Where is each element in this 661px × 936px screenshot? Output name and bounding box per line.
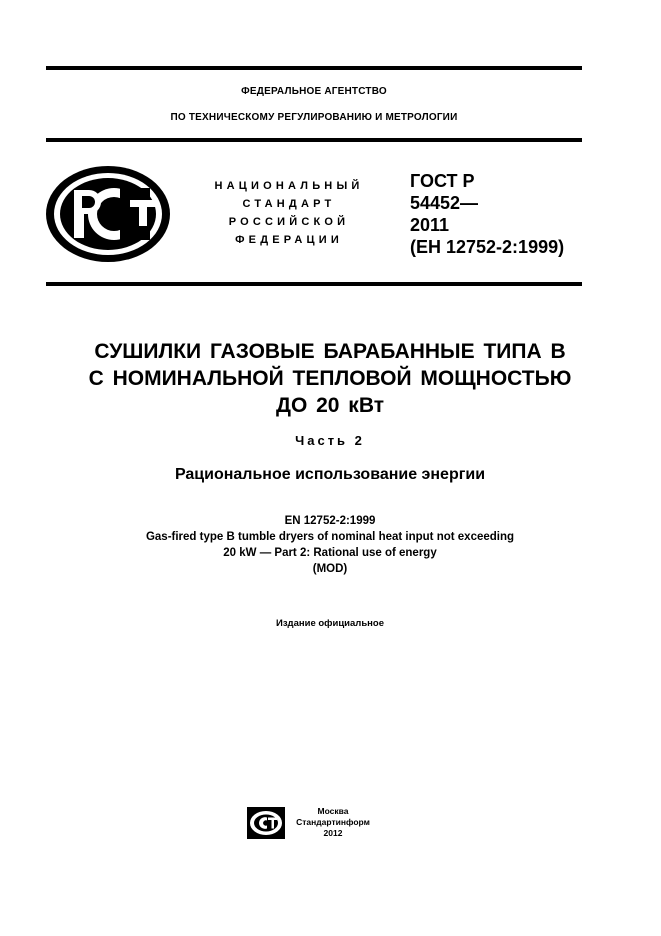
standard-label-line-2: СТАНДАРТ [242, 198, 336, 210]
title-line-2: С НОМИНАЛЬНОЙ ТЕПЛОВОЙ МОЩНОСТЬЮ [88, 367, 572, 390]
agency-line-2: ПО ТЕХНИЧЕСКОМУ РЕГУЛИРОВАНИЮ И МЕТРОЛОГИИ [170, 112, 458, 123]
designation-line-3: 2011 [410, 215, 450, 235]
subtitle: Рациональное использование энергии [174, 466, 486, 483]
publisher-year: 2012 [323, 828, 343, 838]
edition-label: Издание официальное [276, 618, 384, 629]
header-rule [46, 138, 582, 142]
standartinform-logo-icon [246, 806, 286, 840]
designation-line-2: 54452— [410, 193, 479, 213]
en-line-3: 20 kW — Part 2: Rational use of energy [223, 547, 437, 559]
top-rule [46, 66, 582, 70]
en-line-2: Gas-fired type B tumble dryers of nominal heat input not exceeding [145, 531, 515, 543]
designation-line-4: (ЕН 12752-2:1999) [410, 237, 565, 257]
publisher-city: Москва [317, 806, 349, 816]
publisher-name: Стандартинформ [296, 817, 370, 827]
standard-label-line-1: НАЦИОНАЛЬНЫЙ [214, 180, 364, 192]
standard-label-line-4: ФЕДЕРАЦИИ [235, 234, 343, 246]
title-line-3: ДО 20 кВт [275, 394, 384, 417]
part-number: Часть 2 [295, 433, 365, 448]
designation-rule [46, 282, 582, 286]
title-line-1: СУШИЛКИ ГАЗОВЫЕ БАРАБАННЫЕ ТИПА В [94, 340, 566, 363]
agency-line-1: ФЕДЕРАЛЬНОЕ АГЕНТСТВО [241, 86, 387, 97]
en-line-1: EN 12752-2:1999 [284, 515, 376, 527]
en-line-4: (MOD) [312, 563, 348, 575]
rst-certification-mark-icon [44, 164, 172, 264]
designation-line-1: ГОСТ Р [410, 171, 475, 191]
standard-label-line-3: РОССИЙСКОЙ [228, 216, 350, 228]
